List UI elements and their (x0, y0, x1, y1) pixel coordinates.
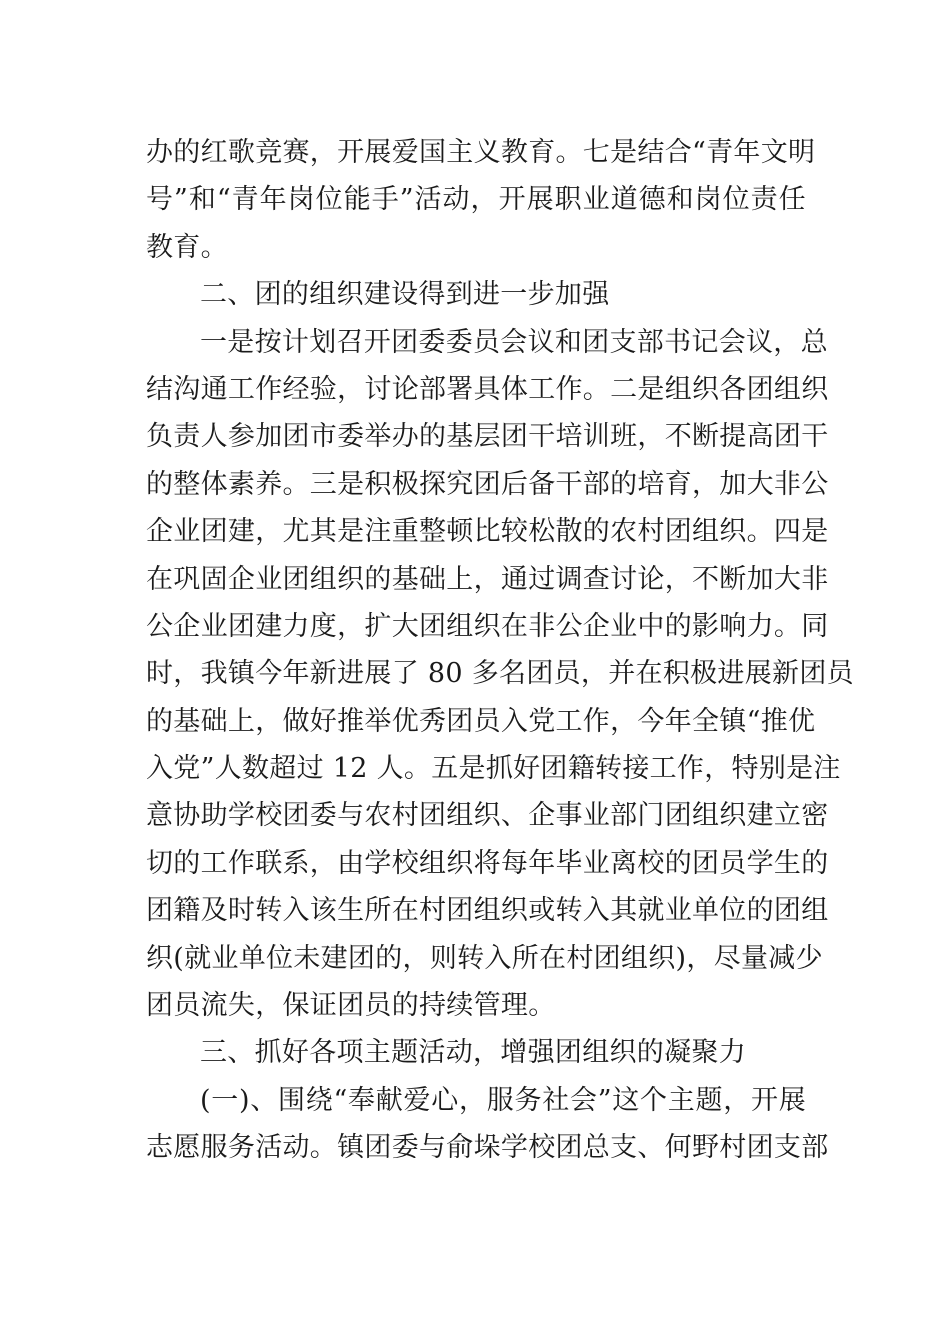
text-line-8: 的整体素养。三是积极探究团后备干部的培育，加大非公 (146, 468, 829, 500)
text-line-13: 的基础上，做好推举优秀团员入党工作，今年全镇“推优 (146, 705, 816, 737)
text-line-9: 企业团建，尤其是注重整顿比较松散的农村团组织。四是 (146, 516, 829, 548)
section-heading-2: 二、团的组织建设得到进一步加强 (200, 279, 610, 311)
text-line-12: 时，我镇今年新进展了 80 多名团员，并在积极进展新团员 (146, 658, 854, 690)
text-line-3: 教育。 (146, 231, 228, 263)
text-line-14: 入党”人数超过 12 人。五是抓好团籍转接工作，特别是注 (146, 753, 841, 785)
text-line-11: 公企业团建力度，扩大团组织在非公企业中的影响力。同 (146, 610, 829, 642)
text-line-6: 结沟通工作经验，讨论部署具体工作。二是组织各团组织 (146, 373, 829, 405)
text-line-2: 号”和“青年岗位能手”活动，开展职业道德和岗位责任 (146, 184, 806, 216)
text-line-17: 团籍及时转入该生所在村团组织或转入其就业单位的团组 (146, 895, 829, 927)
text-line-16: 切的工作联系，由学校组织将每年毕业离校的团员学生的 (146, 847, 829, 879)
text-line-1: 办的红歌竞赛，开展爱国主义教育。七是结合“青年文明 (146, 137, 816, 168)
text-line-18: 织(就业单位未建团的，则转入所在村团组织)，尽量减少 (146, 942, 823, 974)
text-line-10: 在巩固企业团组织的基础上，通过调查讨论，不断加大非 (146, 563, 829, 595)
text-line-19: 团员流失，保证团员的持续管理。 (146, 990, 556, 1022)
text-line-7: 负责人参加团市委举办的基层团干培训班，不断提高团干 (146, 421, 829, 453)
section-heading-3: 三、抓好各项主题活动，增强团组织的凝聚力 (200, 1037, 746, 1069)
text-line-5: 一是按计划召开团委委员会议和团支部书记会议，总 (200, 326, 828, 358)
text-line-21: (一)、围绕“奉献爱心，服务社会”这个主题，开展 (200, 1084, 806, 1116)
document-body (146, 129, 854, 1172)
text-line-22: 志愿服务活动。镇团委与俞垛学校团总支、何野村团支部 (146, 1132, 829, 1164)
text-line-15: 意协助学校团委与农村团组织、企事业部门团组织建立密 (146, 800, 829, 832)
